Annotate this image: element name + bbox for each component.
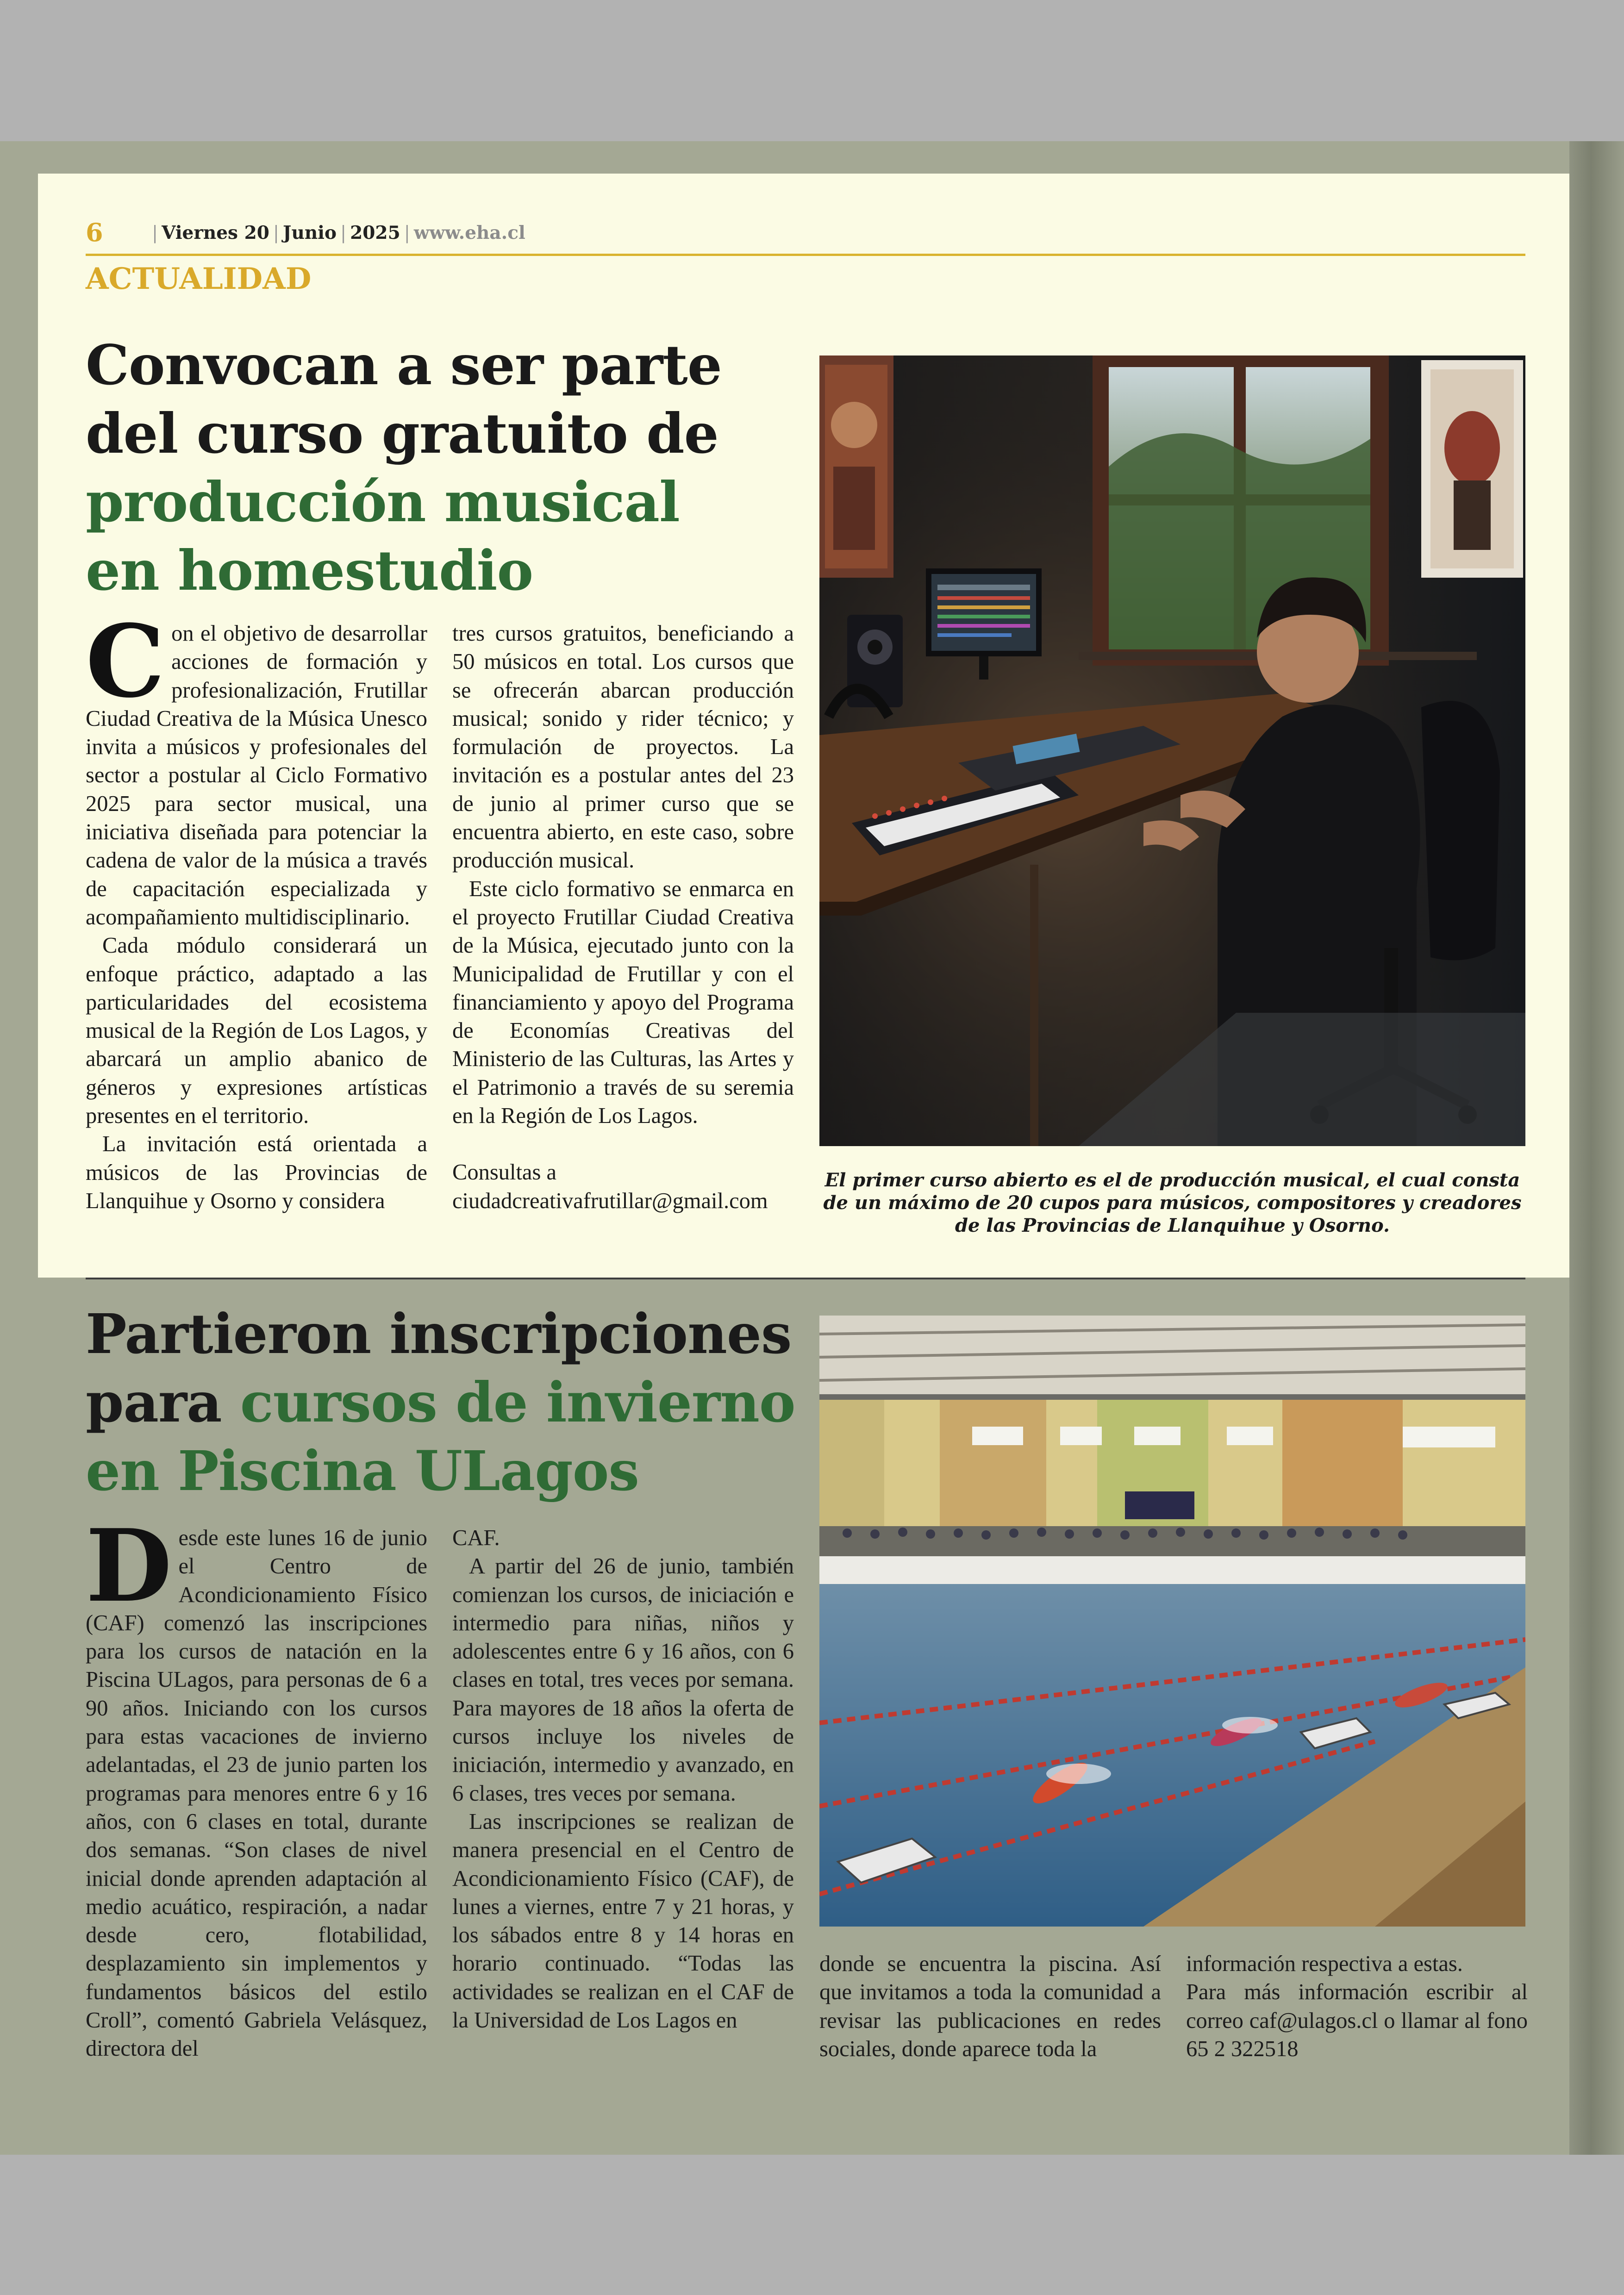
article2-column-1 bbox=[86, 1507, 427, 2063]
date-month: Junio bbox=[283, 222, 337, 243]
headline-line: del curso gratuito de bbox=[86, 401, 718, 466]
article-paragraph: CAF. bbox=[452, 1526, 500, 1550]
article-divider bbox=[86, 1278, 1525, 1279]
headline-highlight: en Piscina ULagos bbox=[86, 1439, 639, 1503]
article-paragraph: información respectiva a estas. bbox=[1186, 1952, 1463, 1976]
article-paragraph: donde se encuentra la piscina. Así que invitamos a toda la comunidad a revisar las publicaciones en redes sociales, donde aparece toda la bbox=[819, 1952, 1161, 2061]
article1-column-1 bbox=[86, 603, 427, 1215]
page-header bbox=[86, 218, 1525, 256]
headline-line: para bbox=[86, 1370, 240, 1434]
article2-column-2 bbox=[452, 1524, 794, 2034]
article2-column-3 bbox=[819, 1950, 1161, 2063]
article-paragraph: A partir del 26 de junio, también comienzan los cursos, de iniciación e intermedio para niñas, niños y adolescentes entre 6 y 16 años, con 6 clases en total, tres veces por semana. Para mayores de 18 años la oferta de cursos incluye los niveles de iniciación, intermedio y avanzado, en 6 clases, tres veces por semana. bbox=[452, 1554, 794, 1806]
website-link[interactable]: www.eha.cl bbox=[413, 222, 525, 243]
contact-email[interactable]: ciudadcreativafrutillar@gmail.com bbox=[452, 1188, 768, 1213]
contact-label: Consultas a bbox=[452, 1160, 556, 1185]
music-studio-illustration bbox=[819, 355, 1525, 1146]
headline-line: Convocan a ser parte bbox=[86, 333, 722, 397]
photo-caption: El primer curso abierto es el de producción musical, el cual consta de un máximo de 20 cupos para músicos, compositores y creadores de las Provincias de Llanquihue y Osorno. bbox=[823, 1169, 1522, 1236]
music-studio-photo bbox=[819, 355, 1525, 1146]
headline-highlight: producción musical bbox=[86, 470, 680, 534]
drop-cap: C bbox=[86, 603, 165, 720]
article-paragraph: Para más información escribir al correo caf@ulagos.cl o llamar al fono 65 2 322518 bbox=[1186, 1980, 1528, 2061]
article1-column-2 bbox=[452, 619, 794, 1215]
article1-headline bbox=[86, 331, 722, 605]
swimming-pool-photo bbox=[819, 1316, 1525, 1927]
headline-highlight: cursos de invierno bbox=[240, 1370, 795, 1434]
article-paragraph: Desde este lunes 16 de junio el Centro de Acondicionamiento Físico (CAF) comenzó las inscripciones para los cursos de natación en la Piscina ULagos, para personas de 6 a 90 años. Iniciando con los cursos para estas vacaciones de invierno adelantadas, el 23 de junio parten los programas para menores entre 6 y 16 años, con 6 clases en total, durante dos semanas. “Son clases de nivel inicial donde aprenden adaptación al medio acuático, respiración, a nadar desde cero, flotabilidad, desplazamiento sin implementos y fundamentos básicos del estilo Croll”, comentó Gabriela Velásquez, directora del bbox=[86, 1507, 427, 2061]
drop-cap: D bbox=[86, 1507, 172, 1624]
page-number: 6 bbox=[86, 218, 103, 247]
headline-highlight: en homestudio bbox=[86, 538, 533, 603]
date-line: | Viernes 20 | Junio | 2025 | www.eha.cl bbox=[152, 222, 525, 243]
article-paragraph: Las inscripciones se realizan de manera presencial en el Centro de Acondicionamiento Físico (CAF), de lunes a viernes, entre 7 y 21 horas, y los sábados entre 8 y 14 horas en horario continuado. “Todas las actividades se realizan en el CAF de la Universidad de Los Lagos en bbox=[452, 1809, 794, 2033]
headline-line: Partieron inscripciones bbox=[86, 1302, 792, 1366]
article-paragraph: tres cursos gratuitos, beneficiando a 50 músicos en total. Los cursos que se ofrecerán abarcan producción musical; sonido y rider técnico; y formulación de proyectos. La invitación es a postular antes del 23 de junio al primer curso que se encuentra abierto, en este caso, sobre producción musical. bbox=[452, 621, 794, 873]
date-day: Viernes 20 bbox=[162, 222, 269, 243]
article-paragraph: La invitación está orientada a músicos de las Provincias de Llanquihue y Osorno y considera bbox=[86, 1132, 427, 1213]
swimming-pool-illustration bbox=[819, 1316, 1525, 1927]
date-year: 2025 bbox=[350, 222, 400, 243]
article-paragraph: Cada módulo considerará un enfoque práctico, adaptado a las particularidades del ecosistema musical de la Región de Los Lagos, y abarcará un amplio abanico de géneros y expresiones artísticas presentes en el territorio. bbox=[86, 933, 427, 1129]
article-paragraph: Este ciclo formativo se enmarca en el proyecto Frutillar Ciudad Creativa de la Música, ejecutado junto con la Municipalidad de Frutillar y con el financiamiento y apoyo del Programa de Economías Creativas del Ministerio de las Culturas, las Artes y el Patrimonio a través de su seremia en la Región de Los Lagos. bbox=[452, 876, 794, 1129]
article-paragraph: Con el objetivo de desarrollar acciones de formación y profesionalización, Frutillar Ciudad Creativa de la Música Unesco invita a músicos y profesionales del sector a postular al Ciclo Formativo 2025 para sector musical, una iniciativa diseñada para potenciar la cadena de valor de la música a través de capacitación especializada y acompañamiento multidisciplinario. bbox=[86, 603, 427, 929]
article2-column-4 bbox=[1186, 1950, 1528, 2063]
article2-headline bbox=[86, 1300, 795, 1505]
section-title: ACTUALIDAD bbox=[86, 262, 312, 296]
page-edge-shadow bbox=[1569, 141, 1624, 2155]
